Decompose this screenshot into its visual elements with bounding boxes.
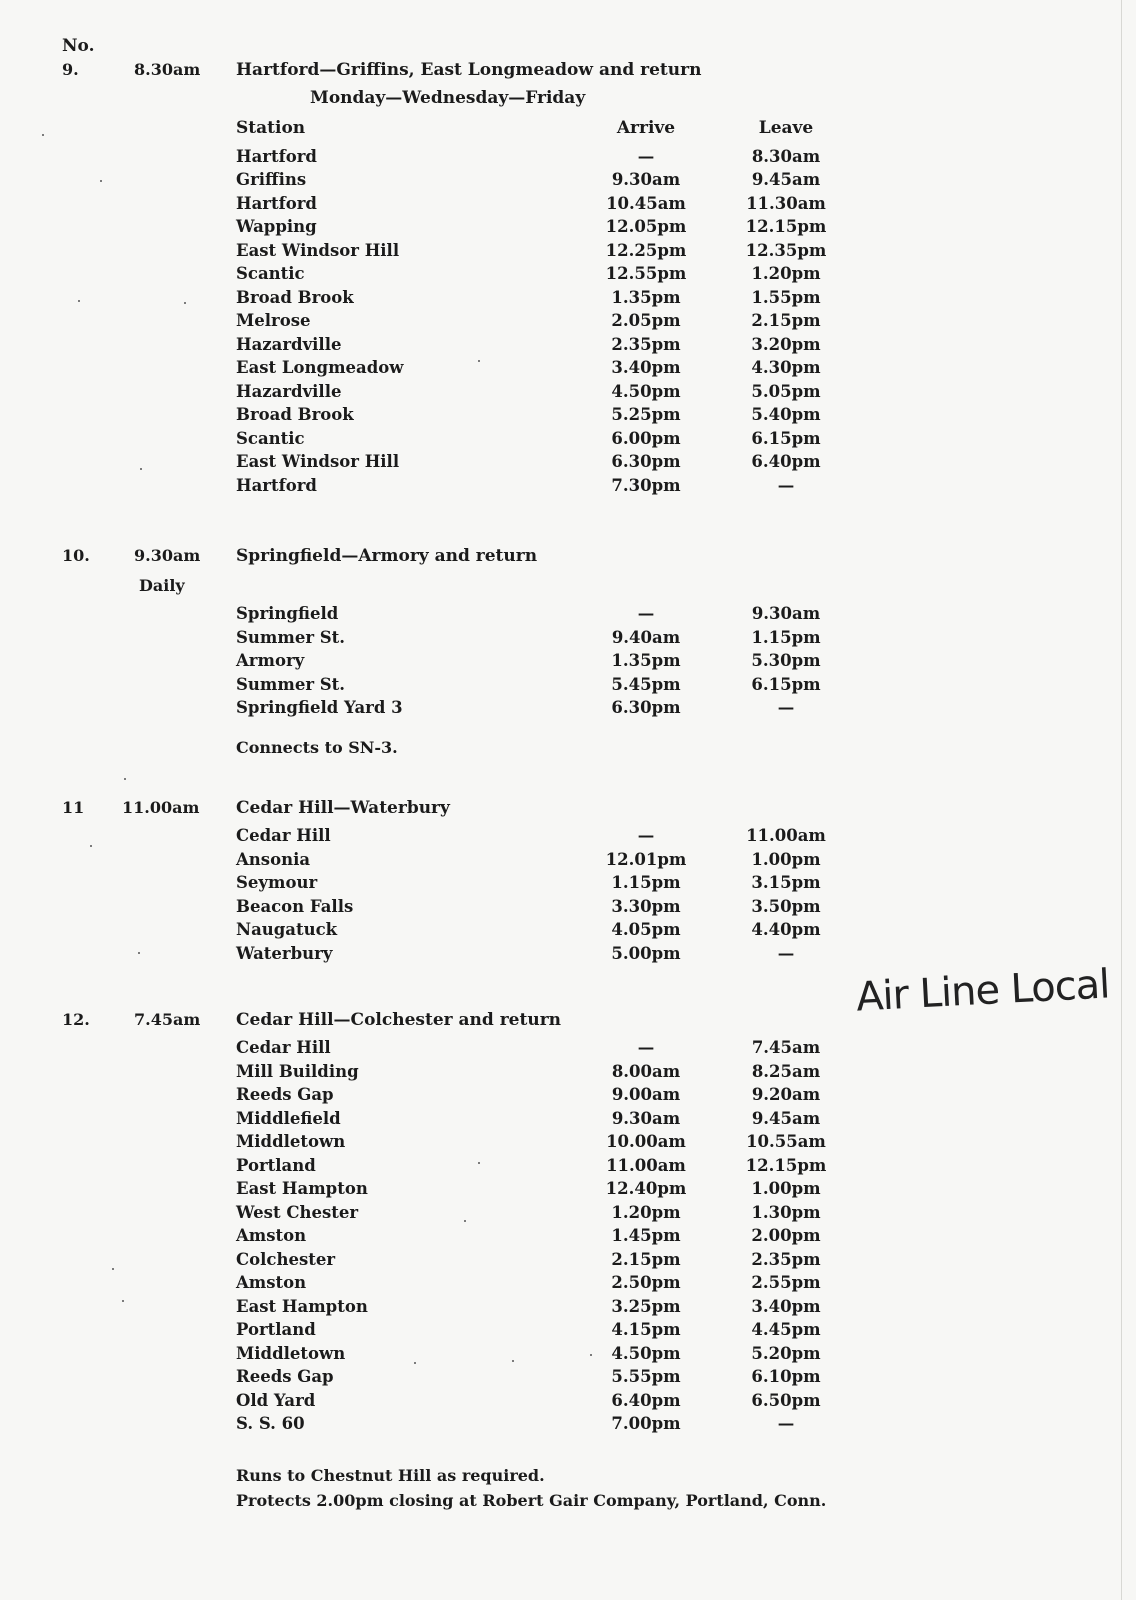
arrive-time: 9.30am bbox=[611, 170, 681, 189]
arrive-time: 1.35pm bbox=[611, 651, 681, 670]
station-name: Broad Brook bbox=[236, 405, 354, 424]
station-name: East Hampton bbox=[236, 1179, 368, 1198]
stop-row bbox=[236, 944, 856, 968]
leave-time: 1.55pm bbox=[751, 287, 821, 307]
stop-row bbox=[236, 170, 856, 194]
stops-table bbox=[236, 604, 856, 722]
stops-table bbox=[236, 826, 856, 967]
arrive-time: 5.45pm bbox=[611, 674, 681, 694]
leave-time: 3.15pm bbox=[751, 873, 821, 892]
arrive-time: — bbox=[637, 826, 655, 845]
stop-row bbox=[236, 1132, 856, 1156]
stop-row bbox=[236, 698, 856, 722]
stop-row bbox=[236, 1344, 856, 1368]
trip-days: Daily bbox=[139, 576, 185, 595]
handwritten-annotation: Air Line Local bbox=[854, 961, 1111, 1021]
leave-time: 5.05pm bbox=[751, 381, 821, 401]
arrive-time: 6.40pm bbox=[611, 1390, 681, 1410]
arrive-time: 1.35pm bbox=[611, 287, 681, 307]
arrive-time: 4.05pm bbox=[611, 920, 681, 939]
arrive-time: 1.45pm bbox=[611, 1226, 681, 1245]
leave-time: 9.45am bbox=[751, 1108, 821, 1128]
station-name: Portland bbox=[236, 1320, 316, 1339]
stop-row bbox=[236, 628, 856, 652]
scan-speck bbox=[112, 1268, 114, 1270]
station-name: Colchester bbox=[236, 1249, 336, 1269]
leave-time: 6.10pm bbox=[751, 1367, 821, 1386]
stop-row bbox=[236, 382, 856, 406]
arrive-time: 6.00pm bbox=[611, 428, 681, 448]
station-name: Melrose bbox=[236, 311, 311, 330]
station-name: Middletown bbox=[236, 1343, 346, 1363]
leave-time: 5.20pm bbox=[751, 1343, 821, 1363]
leave-time: 10.55am bbox=[746, 1132, 826, 1151]
scan-speck bbox=[140, 468, 142, 470]
stops-table bbox=[236, 118, 856, 499]
stop-rows bbox=[236, 826, 856, 967]
station-name: Cedar Hill bbox=[236, 1038, 331, 1057]
scan-speck bbox=[590, 1354, 592, 1356]
trip-number: 9. bbox=[62, 60, 79, 79]
table-header-row bbox=[236, 118, 856, 142]
station-name: Amston bbox=[236, 1273, 307, 1292]
stop-row bbox=[236, 920, 856, 944]
stop-row bbox=[236, 1109, 856, 1133]
arrive-time: 5.55pm bbox=[611, 1367, 681, 1386]
scan-speck bbox=[90, 845, 92, 847]
page-edge bbox=[1121, 0, 1122, 1600]
trip-note: Connects to SN-3. bbox=[236, 738, 398, 757]
leave-time: 2.55pm bbox=[751, 1273, 821, 1292]
arrive-time: 12.01pm bbox=[605, 849, 687, 869]
arrive-time: 8.00am bbox=[611, 1061, 681, 1081]
stop-row bbox=[236, 1250, 856, 1274]
stop-row bbox=[236, 651, 856, 675]
leave-time: — bbox=[777, 475, 795, 495]
trip-start-time: 8.30am bbox=[134, 60, 201, 79]
leave-time: 1.15pm bbox=[751, 627, 821, 647]
leave-time: 12.15pm bbox=[745, 217, 827, 236]
stop-row bbox=[236, 675, 856, 699]
arrive-time: 10.00am bbox=[606, 1132, 686, 1151]
station-name: Springfield bbox=[236, 604, 339, 623]
arrive-time: 7.30pm bbox=[611, 475, 681, 495]
leave-time: 6.15pm bbox=[751, 428, 821, 448]
leave-time: 4.45pm bbox=[751, 1320, 821, 1339]
station-name: Portland bbox=[236, 1155, 316, 1175]
leave-time: — bbox=[777, 943, 795, 963]
trip-number: 10. bbox=[62, 546, 90, 565]
scan-speck bbox=[124, 778, 126, 780]
station-name: Reeds Gap bbox=[236, 1367, 334, 1386]
scan-speck bbox=[42, 134, 44, 136]
station-name: Scantic bbox=[236, 428, 305, 448]
leave-column-header: Leave bbox=[758, 118, 814, 138]
arrive-time: 6.30pm bbox=[611, 698, 681, 717]
station-name: West Chester bbox=[236, 1202, 359, 1222]
arrive-time: 2.05pm bbox=[611, 311, 681, 330]
leave-time: 12.35pm bbox=[745, 240, 827, 260]
stop-row bbox=[236, 264, 856, 288]
stop-row bbox=[236, 1226, 856, 1250]
station-name: East Windsor Hill bbox=[236, 452, 400, 471]
trip-days: Monday—Wednesday—Friday bbox=[310, 88, 586, 108]
station-name: Broad Brook bbox=[236, 287, 354, 307]
stop-row bbox=[236, 1179, 856, 1203]
stop-row bbox=[236, 1085, 856, 1109]
scan-speck bbox=[512, 1360, 514, 1362]
station-name: Hartford bbox=[236, 475, 317, 495]
stop-row bbox=[236, 873, 856, 897]
stop-row bbox=[236, 1414, 856, 1438]
leave-time: 2.00pm bbox=[751, 1226, 821, 1245]
stop-row bbox=[236, 1273, 856, 1297]
scan-speck bbox=[478, 1162, 480, 1164]
leave-time: 2.35pm bbox=[751, 1249, 821, 1269]
stops-table bbox=[236, 1038, 856, 1438]
stop-row bbox=[236, 476, 856, 500]
leave-time: 6.40pm bbox=[751, 452, 821, 471]
trip-route: Cedar Hill—Waterbury bbox=[236, 798, 450, 818]
station-name: Ansonia bbox=[236, 849, 311, 869]
station-name: Naugatuck bbox=[236, 920, 338, 939]
leave-time: 1.00pm bbox=[751, 849, 821, 869]
station-name: Hazardville bbox=[236, 334, 342, 354]
leave-time: 2.15pm bbox=[751, 311, 821, 330]
stop-row bbox=[236, 1297, 856, 1321]
station-name: Old Yard bbox=[236, 1390, 316, 1410]
arrive-time: 12.05pm bbox=[605, 217, 687, 236]
arrive-time: 7.00pm bbox=[611, 1414, 681, 1433]
station-name: Griffins bbox=[236, 170, 307, 189]
leave-time: 1.30pm bbox=[751, 1202, 821, 1222]
stop-row bbox=[236, 850, 856, 874]
arrive-time: 9.00am bbox=[611, 1085, 681, 1104]
arrive-time: 2.15pm bbox=[611, 1249, 681, 1269]
stop-row bbox=[236, 452, 856, 476]
leave-time: 1.00pm bbox=[751, 1179, 821, 1198]
stop-row bbox=[236, 147, 856, 171]
arrive-time: 5.25pm bbox=[611, 405, 681, 424]
leave-time: 12.15pm bbox=[745, 1155, 827, 1175]
stop-rows bbox=[236, 604, 856, 722]
station-name: Wapping bbox=[236, 217, 317, 236]
station-name: Summer St. bbox=[236, 674, 346, 694]
trip-note: Protects 2.00pm closing at Robert Gair Company, Portland, Conn. bbox=[236, 1491, 827, 1510]
station-name: Beacon Falls bbox=[236, 896, 354, 916]
trip-start-time: 9.30am bbox=[134, 546, 201, 565]
arrive-time: 9.30am bbox=[611, 1108, 681, 1128]
scan-speck bbox=[464, 1220, 466, 1222]
stop-row bbox=[236, 358, 856, 382]
arrive-time: 6.30pm bbox=[611, 452, 681, 471]
arrive-time: 3.40pm bbox=[611, 358, 681, 377]
arrive-time: 3.30pm bbox=[611, 896, 681, 916]
stop-row bbox=[236, 194, 856, 218]
station-name: East Windsor Hill bbox=[236, 240, 400, 260]
stop-row bbox=[236, 897, 856, 921]
arrive-time: 4.50pm bbox=[611, 381, 681, 401]
stop-row bbox=[236, 1367, 856, 1391]
leave-time: 4.40pm bbox=[751, 920, 821, 939]
station-name: Cedar Hill bbox=[236, 826, 331, 845]
trip-number: 11 bbox=[62, 798, 85, 817]
scan-speck bbox=[138, 952, 140, 954]
leave-time: 5.30pm bbox=[751, 651, 821, 670]
scan-speck bbox=[100, 180, 102, 182]
arrive-column-header: Arrive bbox=[616, 118, 676, 138]
stop-row bbox=[236, 217, 856, 241]
station-name: Hazardville bbox=[236, 381, 342, 401]
stop-rows bbox=[236, 1038, 856, 1438]
stop-row bbox=[236, 288, 856, 312]
station-name: Reeds Gap bbox=[236, 1085, 334, 1104]
station-name: S. S. 60 bbox=[236, 1414, 305, 1433]
station-name: Mill Building bbox=[236, 1061, 359, 1081]
station-name: Middletown bbox=[236, 1132, 346, 1151]
arrive-time: 5.00pm bbox=[611, 943, 681, 963]
stop-row bbox=[236, 335, 856, 359]
station-name: East Hampton bbox=[236, 1296, 368, 1316]
arrive-time: 11.00am bbox=[606, 1155, 686, 1175]
scan-speck bbox=[414, 1362, 416, 1364]
leave-time: 11.00am bbox=[746, 826, 826, 845]
stop-rows bbox=[236, 147, 856, 500]
leave-time: 9.45am bbox=[751, 170, 821, 189]
scan-speck bbox=[478, 360, 480, 362]
arrive-time: 1.15pm bbox=[611, 873, 681, 892]
trip-route: Cedar Hill—Colchester and return bbox=[236, 1010, 562, 1030]
arrive-time: — bbox=[637, 146, 655, 166]
station-name: Amston bbox=[236, 1226, 307, 1245]
station-name: Hartford bbox=[236, 146, 317, 166]
stop-row bbox=[236, 1062, 856, 1086]
leave-time: 6.15pm bbox=[751, 674, 821, 694]
station-name: Middlefield bbox=[236, 1108, 341, 1128]
trip-note: Runs to Chestnut Hill as required. bbox=[236, 1466, 545, 1485]
arrive-time: 12.40pm bbox=[605, 1179, 687, 1198]
stop-row bbox=[236, 1320, 856, 1344]
trip-number: 12. bbox=[62, 1010, 90, 1029]
arrive-time: 12.55pm bbox=[605, 264, 687, 283]
arrive-time: — bbox=[637, 1038, 655, 1057]
station-name: Hartford bbox=[236, 193, 317, 213]
arrive-time: 2.50pm bbox=[611, 1273, 681, 1292]
scan-speck bbox=[78, 300, 80, 302]
arrive-time: — bbox=[637, 604, 655, 623]
stop-row bbox=[236, 1156, 856, 1180]
scan-speck bbox=[184, 302, 186, 304]
leave-time: 5.40pm bbox=[751, 405, 821, 424]
leave-time: 1.20pm bbox=[751, 264, 821, 283]
leave-time: 6.50pm bbox=[751, 1390, 821, 1410]
leave-time: 9.30am bbox=[751, 604, 821, 623]
leave-time: 3.40pm bbox=[751, 1296, 821, 1316]
arrive-time: 4.15pm bbox=[611, 1320, 681, 1339]
station-name: Waterbury bbox=[236, 943, 333, 963]
leave-time: 3.20pm bbox=[751, 334, 821, 354]
trip-start-time: 7.45am bbox=[134, 1010, 201, 1029]
stop-row bbox=[236, 1391, 856, 1415]
leave-time: 11.30am bbox=[746, 193, 826, 213]
station-name: Summer St. bbox=[236, 627, 346, 647]
leave-time: 4.30pm bbox=[751, 358, 821, 377]
stop-row bbox=[236, 1038, 856, 1062]
stop-row bbox=[236, 429, 856, 453]
leave-time: 9.20am bbox=[751, 1085, 821, 1104]
arrive-time: 2.35pm bbox=[611, 334, 681, 354]
stop-row bbox=[236, 1203, 856, 1227]
leave-time: — bbox=[777, 1414, 795, 1433]
stop-row bbox=[236, 241, 856, 265]
station-name: East Longmeadow bbox=[236, 358, 404, 377]
trip-route: Hartford—Griffins, East Longmeadow and return bbox=[236, 60, 702, 80]
trip-start-time: 11.00am bbox=[122, 798, 200, 817]
trip-route: Springfield—Armory and return bbox=[236, 546, 538, 566]
stop-row bbox=[236, 604, 856, 628]
number-column-label: No. bbox=[62, 36, 95, 56]
station-name: Seymour bbox=[236, 873, 318, 892]
station-name: Scantic bbox=[236, 264, 305, 283]
leave-time: 7.45am bbox=[751, 1038, 821, 1057]
leave-time: 8.30am bbox=[751, 146, 821, 166]
arrive-time: 9.40am bbox=[611, 627, 681, 647]
stop-row bbox=[236, 826, 856, 850]
arrive-time: 3.25pm bbox=[611, 1296, 681, 1316]
arrive-time: 12.25pm bbox=[605, 240, 687, 260]
stop-row bbox=[236, 311, 856, 335]
stop-row bbox=[236, 405, 856, 429]
leave-time: 3.50pm bbox=[751, 896, 821, 916]
arrive-time: 1.20pm bbox=[611, 1202, 681, 1222]
station-name: Armory bbox=[236, 651, 305, 670]
scan-speck bbox=[122, 1300, 124, 1302]
leave-time: 8.25am bbox=[751, 1061, 821, 1081]
arrive-time: 10.45am bbox=[606, 193, 686, 213]
leave-time: — bbox=[777, 698, 795, 717]
station-name: Springfield Yard 3 bbox=[236, 698, 403, 717]
station-column-header: Station bbox=[236, 118, 306, 138]
arrive-time: 4.50pm bbox=[611, 1343, 681, 1363]
